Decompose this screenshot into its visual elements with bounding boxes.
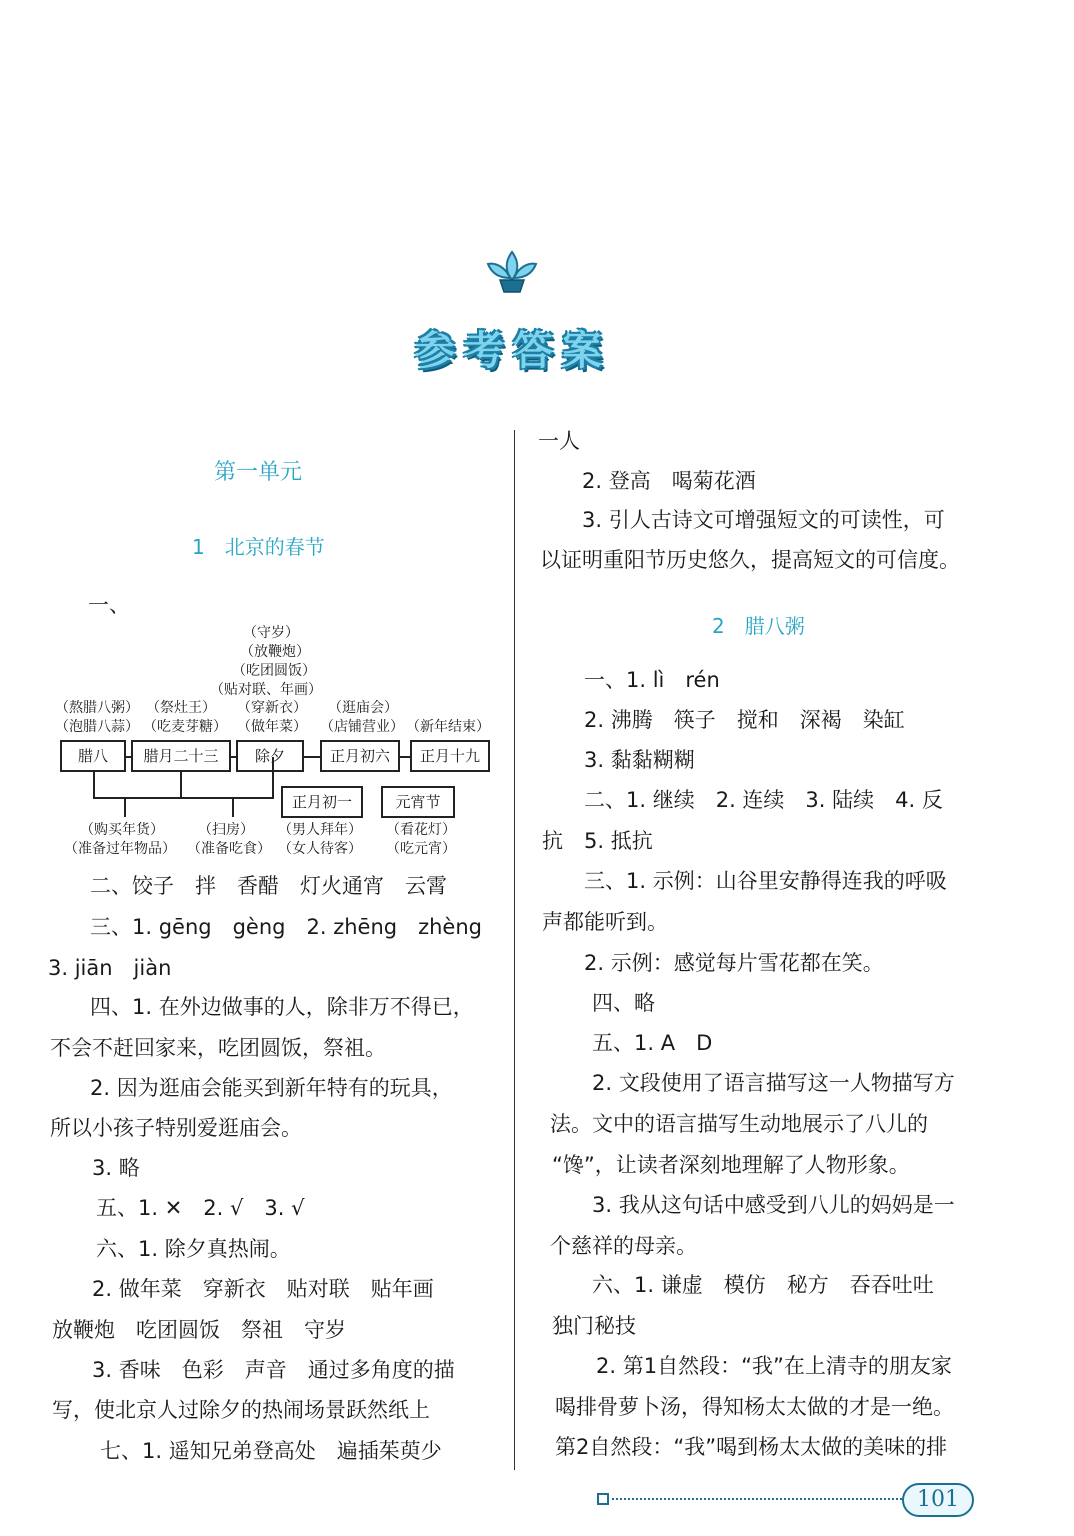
answer-line: 2. 第1自然段：“我”在上清寺的朋友家 (596, 1354, 952, 1378)
diagram-note: （店铺营业） (320, 719, 404, 735)
diagram-note: （放鞭炮） (240, 644, 310, 660)
answer-line: 2. 文段使用了语言描写这一人物描写方 (592, 1071, 955, 1095)
answer-line: 3. jiān jiàn (48, 956, 172, 980)
dotted-leader (612, 1498, 902, 1500)
flower-emblem-icon (480, 246, 544, 296)
answer-line: 一、1. lì rén (584, 668, 720, 692)
question-label: 一、 (88, 593, 130, 617)
diagram-note: （泡腊八蒜） (55, 719, 139, 735)
answer-line: 不会不赶回家来，吃团圆饭，祭祖。 (50, 1036, 386, 1060)
answer-line: 三、1. gēng gèng 2. zhēng zhèng (90, 915, 482, 939)
answer-line: 2. 示例：感觉每片雪花都在笑。 (584, 951, 884, 975)
diagram-note: （看花灯） (386, 822, 456, 838)
timeline-box: 正月初一 (281, 786, 363, 818)
answer-line: 四、1. 在外边做事的人，除非万不得已， (90, 995, 474, 1019)
connector-line (232, 797, 234, 817)
diagram-note: （购买年货） (80, 822, 164, 838)
answer-line: 个慈祥的母亲。 (550, 1234, 697, 1258)
connector-line (93, 772, 95, 798)
lesson-heading: 2 腊八粥 (712, 614, 805, 638)
answer-line: 六、1. 除夕真热闹。 (96, 1237, 291, 1261)
answer-line: 2. 登高 喝菊花酒 (582, 469, 756, 493)
unit-heading: 第一单元 (214, 460, 303, 485)
answer-line: 以证明重阳节历史悠久，提高短文的可信度。 (540, 548, 960, 572)
answer-line: 一人 (538, 429, 580, 453)
diagram-note: （男人拜年） (278, 822, 362, 838)
diagram-note: （吃麦芽糖） (143, 719, 227, 735)
diagram-note: （吃元宵） (386, 841, 456, 857)
timeline-box: 除夕 (236, 740, 304, 772)
answer-line: 第2自然段：“我”喝到杨太太做的美味的排 (555, 1435, 948, 1459)
answer-line: 所以小孩子特别爱逛庙会。 (50, 1116, 302, 1140)
connector-line (124, 797, 126, 817)
title-char: 参 (415, 328, 455, 374)
answer-line: 七、1. 遥知兄弟登高处 遍插茱萸少 (100, 1439, 442, 1463)
answer-line: 3. 略 (92, 1156, 140, 1180)
square-bullet-icon (597, 1493, 609, 1505)
answer-line: 2. 沸腾 筷子 搅和 深褐 染缸 (584, 708, 905, 732)
diagram-note: （祭灶王） (146, 700, 216, 716)
answer-line: 2. 因为逛庙会能买到新年特有的玩具， (90, 1076, 453, 1100)
answer-line: 二、1. 继续 2. 连续 3. 陆续 4. 反 (584, 788, 943, 812)
answer-line: 抗 5. 抵抗 (542, 829, 653, 853)
diagram-note: （守岁） (243, 625, 299, 641)
diagram-note: （吃团圆饭） (232, 663, 316, 679)
answer-line: 放鞭炮 吃团圆饭 祭祖 守岁 (52, 1318, 346, 1342)
diagram-note: （准备吃食） (187, 841, 271, 857)
answer-line: 写，使北京人过除夕的热闹场景跃然纸上 (52, 1398, 430, 1422)
connector-line (93, 797, 273, 799)
diagram-note: （逛庙会） (328, 700, 398, 716)
answer-line: 喝排骨萝卜汤，得知杨太太做的才是一绝。 (555, 1395, 954, 1419)
diagram-note: （新年结束） (406, 719, 490, 735)
answer-line: 2. 做年菜 穿新衣 贴对联 贴年画 (92, 1277, 434, 1301)
answer-line: 五、1. A D (592, 1031, 713, 1055)
timeline-box: 元宵节 (381, 786, 455, 818)
title-char: 案 (562, 328, 602, 374)
diagram-note: （穿新衣） (237, 700, 307, 716)
diagram-note: （女人待客） (278, 841, 362, 857)
title-char: 答 (513, 328, 553, 374)
diagram-note: （熬腊八粥） (55, 700, 139, 716)
lesson-heading: 1 北京的春节 (192, 535, 325, 559)
timeline-box: 腊八 (60, 740, 126, 772)
diagram-note: （准备过年物品） (64, 841, 176, 857)
column-divider (514, 430, 515, 1470)
answer-line: 五、1. ✕ 2. √ 3. √ (96, 1196, 305, 1220)
diagram-note: （扫房） (198, 822, 254, 838)
timeline-box: 正月初六 (320, 740, 400, 772)
answer-line: 3. 香味 色彩 声音 通过多角度的描 (92, 1358, 455, 1382)
answer-line: 3. 黏黏糊糊 (584, 748, 695, 772)
answer-line: 3. 我从这句话中感受到八儿的妈妈是一 (592, 1193, 955, 1217)
timeline-box: 腊月二十三 (131, 740, 231, 772)
answer-line: “馋”，让读者深刻地理解了人物形象。 (552, 1153, 910, 1177)
answer-line: 三、1. 示例：山谷里安静得连我的呼吸 (584, 869, 947, 893)
answer-line: 四、略 (592, 991, 655, 1015)
connector-line (272, 757, 274, 799)
answer-line: 二、饺子 拌 香醋 灯火通宵 云霄 (90, 874, 447, 898)
timeline-box: 正月十九 (410, 740, 490, 772)
answer-line: 法。文中的语言描写生动地展示了八儿的 (550, 1112, 928, 1136)
connector-line (180, 772, 182, 798)
answer-line: 3. 引人古诗文可增强短文的可读性，可 (582, 508, 945, 532)
answer-line: 独门秘技 (552, 1314, 636, 1338)
diagram-note: （贴对联、年画） (210, 682, 322, 698)
title-char: 考 (464, 328, 504, 374)
page-number: 101 (902, 1483, 974, 1517)
answer-line: 六、1. 谦虚 模仿 秘方 吞吞吐吐 (592, 1273, 934, 1297)
diagram-note: （做年菜） (237, 719, 307, 735)
answer-line: 声都能听到。 (542, 910, 668, 934)
